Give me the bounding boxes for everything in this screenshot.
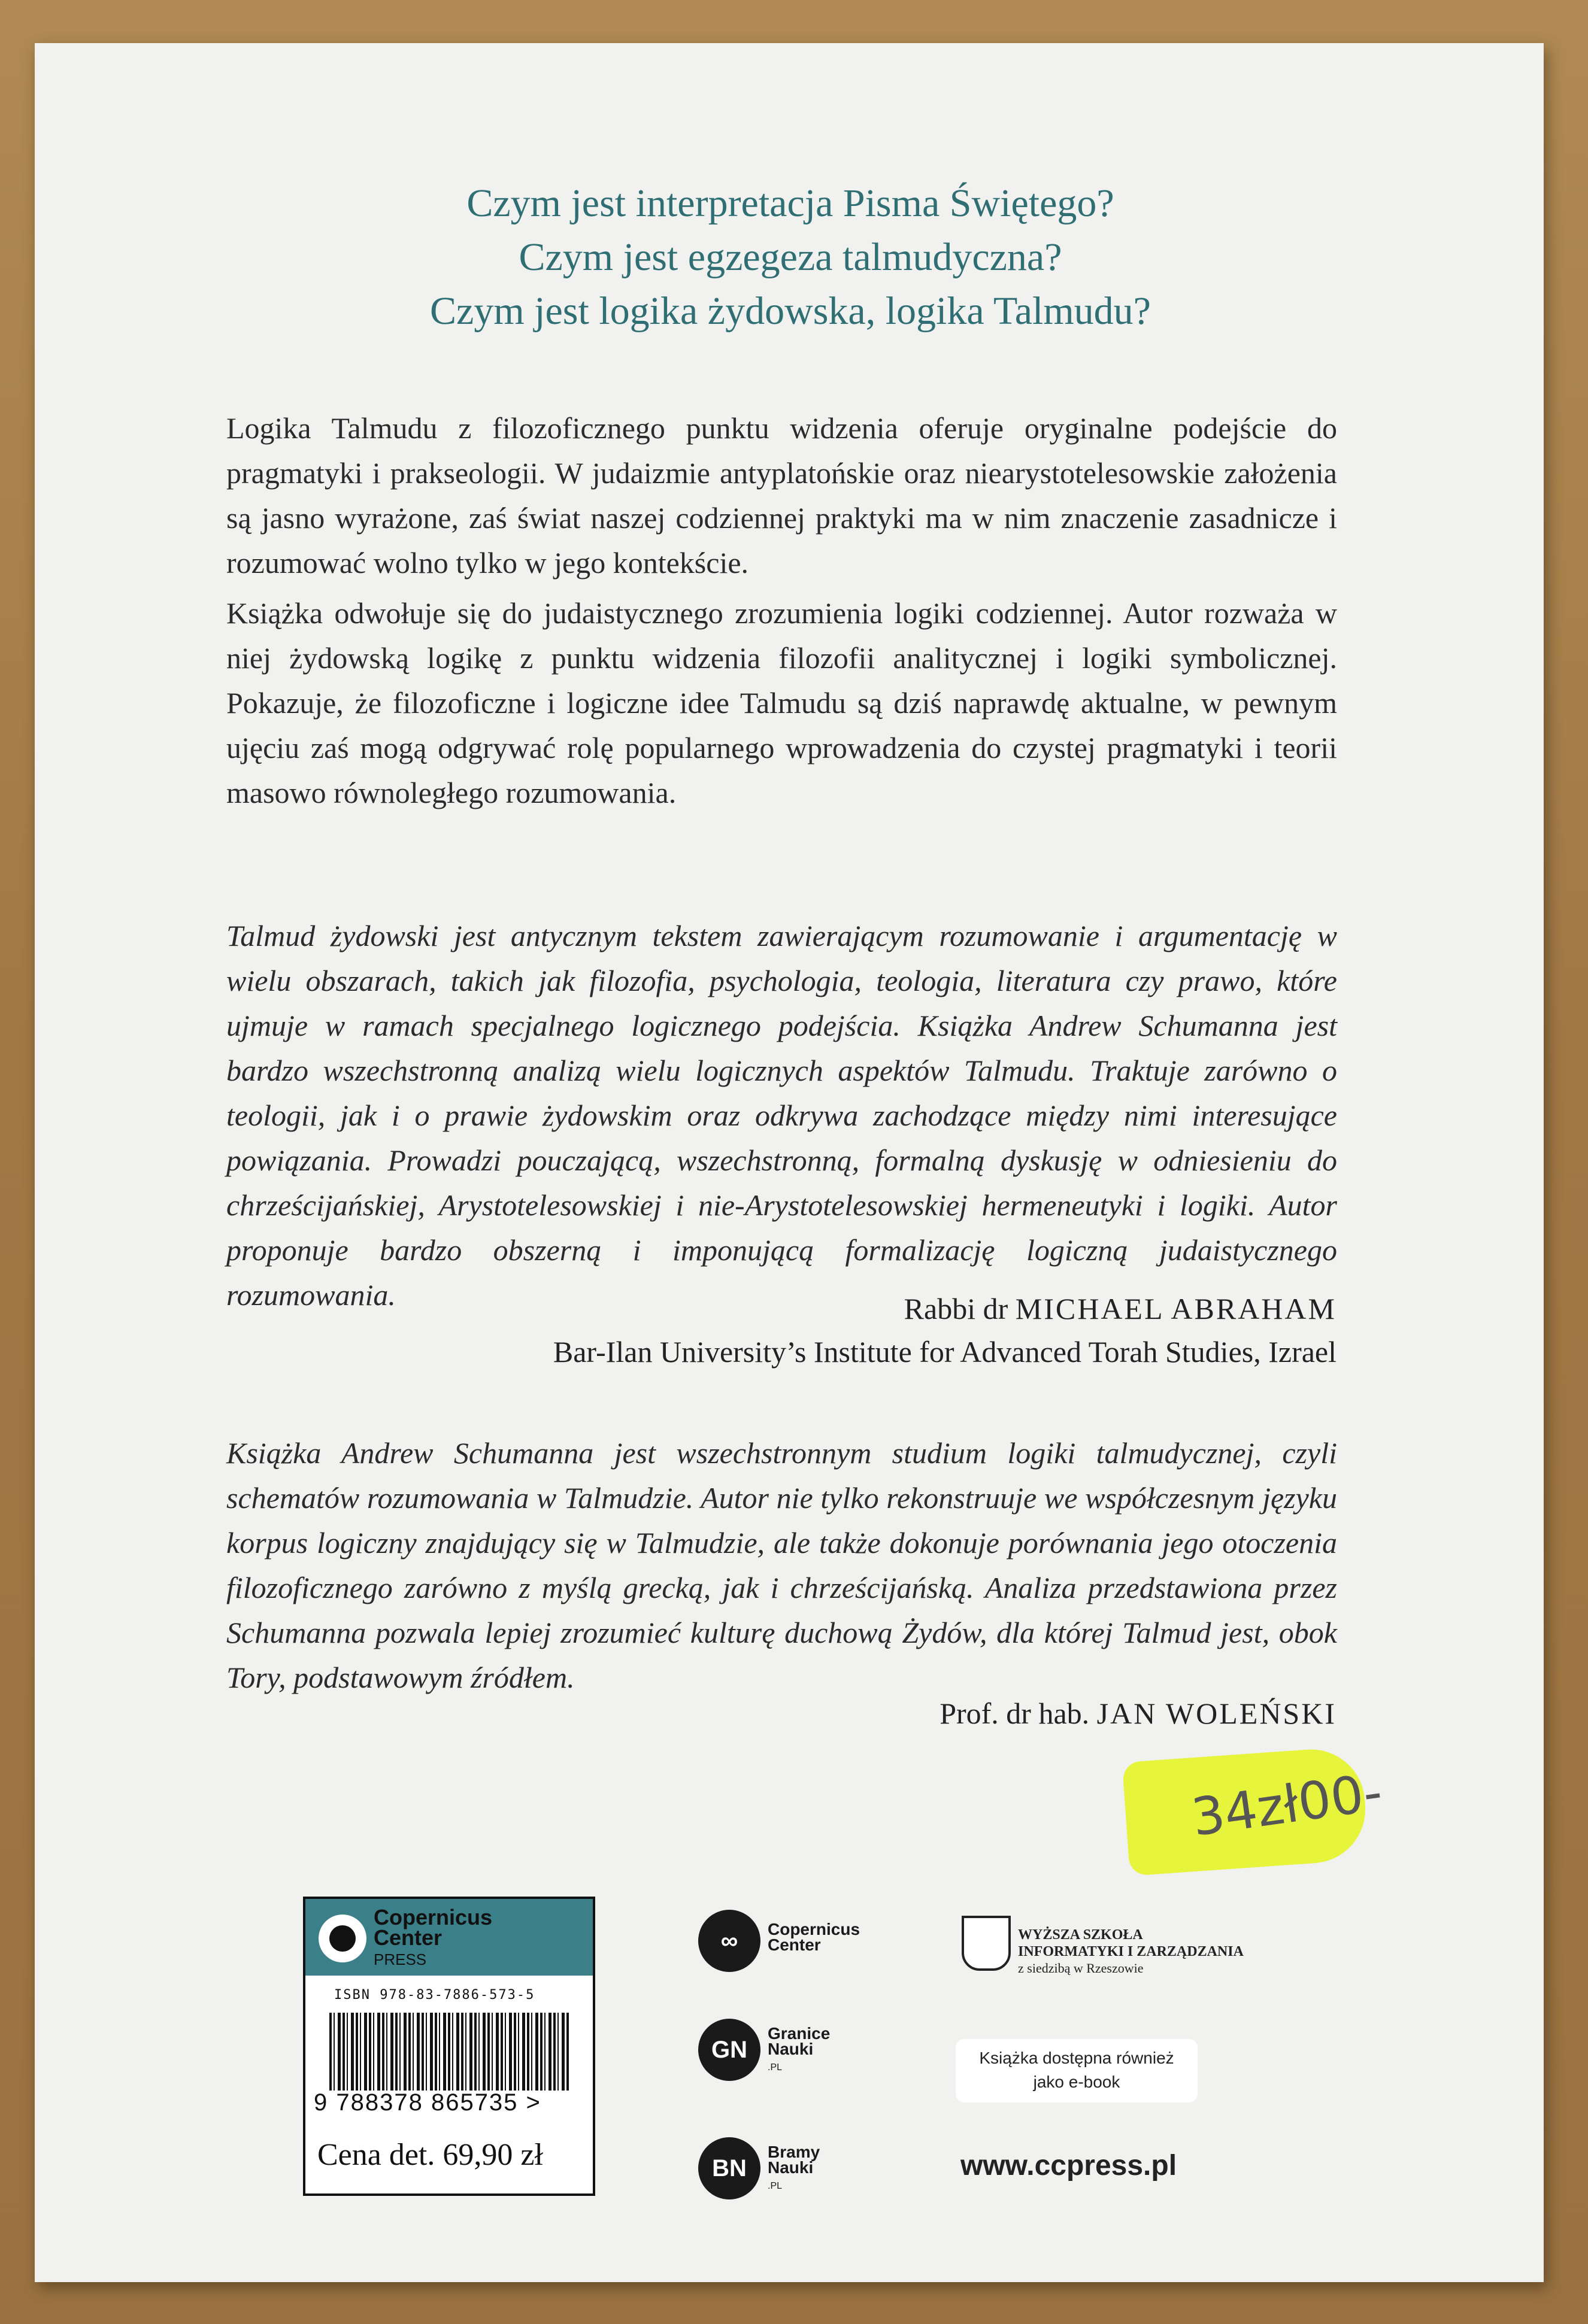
review-1-text: Talmud żydowski jest antycznym tekstem zawierającym rozumowanie i argumentację w wielu obszarach, takich jak filozofia, psychologia, teologia, literatura czy prawo, które ujmuje w ramach specjalnego logicznego podejścia. Książka Andrew Schumanna jest bardzo wszechstronną analizą wielu logicznych aspektów Talmudu. Traktuje zarówno o teologii, jak i o prawie żydowskim oraz odkrywa zachodzące między nimi interesujące powiązania. Prowadzi pouczającą, wszechstronną, formalną dyskusję w odniesieniu do chrześcijańskiej, Arystotelesowskiej i nie-Arystotelesowskiej hermeneutyki i logiki. Autor proponuje bardzo obszerną i imponującą formalizację logiczną judaistycznego rozumowania. [226,919,1337,1312]
bramy-line-1: Bramy [768,2143,820,2161]
question-2: Czym jest egzegeza talmudyczna? [519,235,1062,279]
retail-price: Cena det. 69,90 zł [317,2138,543,2172]
wsiz-line-1: WYŻSZA SZKOŁA [1018,1927,1143,1943]
ebook-notice [956,2039,1198,2102]
barcode-digits: 9 788378 865735 > [314,2089,541,2116]
publisher-url: www.ccpress.pl [960,2150,1177,2182]
price-sticker-text: 34zł00- [1188,1762,1386,1848]
review-2-title: Prof. dr hab. [940,1697,1090,1730]
blurb-paragraph-1: Logika Talmudu z filozoficznego punktu widzenia oferuje oryginalne podejście do pragmatyki i prakseologii. W judaizmie antyplatońskie oraz niearystotelesowskie założenia są jasno wyrażone, zaś świat naszej codziennej praktyki ma w nim znaczenie zasadnicze i rozumować wolno tylko w jego kontekście. [226,411,1337,580]
granice-line-3: .PL [768,2062,783,2073]
bramy-nauki-logo-text [768,2144,820,2194]
wsiz-line-3: z siedzibą w Rzeszowie [1018,1961,1144,1976]
review-1-title: Rabbi dr [904,1292,1008,1325]
review-2-text: Książka Andrew Schumanna jest wszechstronnym studium logiki talmudycznej, czyli schematów rozumowania w Talmudzie. Autor nie tylko rekonstruuje we współczesnym języku korpus logiczny znajdujący się w Talmudzie, ale także dokonuje porównania jego otoczenia filozoficznego zarówno z myślą grecką, jak i chrześcijańską. Analiza przedstawiona przez Schumanna pozwala lepiej zrozumieć kulturę duchową Żydów, dla której Talmud jest, obok Tory, podstawowym źródłem. [226,1436,1337,1694]
publisher-name-line-1: Copernicus [374,1905,493,1929]
publisher-name [374,1907,492,1948]
copernicus-center-logo-text [768,1922,860,1953]
granice-nauki-logo-text [768,2026,830,2076]
copernicus-center-logo-icon: ∞ [698,1910,760,1972]
bramy-line-3: .PL [768,2181,783,2191]
review-1-name: MICHAEL ABRAHAM [1015,1292,1337,1325]
publisher-press: PRESS [374,1950,427,1968]
wsiz-line-2: INFORMATYKI I ZARZĄDZANIA [1018,1944,1244,1959]
granice-nauki-logo-icon: GN [698,2019,760,2081]
publisher-box [303,1897,595,2196]
review-1-affiliation: Bar-Ilan University’s Institute for Advanced Torah Studies, Izrael [553,1335,1337,1369]
publisher-name-line-2: Center [374,1925,443,1950]
publisher-header [305,1899,593,1976]
bramy-nauki-logo-icon: BN [698,2137,760,2199]
copernicus-line-1: Copernicus [768,1920,860,1938]
wsiz-logo-text [1018,1926,1244,1977]
barcode-icon [329,2013,569,2091]
blurb-paragraph-2: Książka odwołuje się do judaistycznego zrozumienia logiki codziennej. Autor rozważa w niej żydowską logikę z punktu widzenia filozofii analitycznej i logiki symbolicznej. Pokazuje, że filozoficzne i logiczne idee Talmudu są dziś naprawdę aktualne, w pewnym ujęciu zaś mogą odgrywać rolę popularnego wprowadzenia do czystej pragmatyki i teorii masowo równoległego rozumowania. [226,596,1337,809]
wsiz-crest-icon [962,1916,1011,1971]
bramy-line-2: Nauki [768,2158,814,2177]
copernicus-logo-icon [319,1915,366,1962]
review-1-author [904,1287,1337,1330]
ebook-line-1: Książka dostępna również [979,2049,1174,2067]
question-3: Czym jest logika żydowska, logika Talmudu? [430,289,1151,333]
review-2-author [940,1692,1337,1735]
granice-line-2: Nauki [768,2040,814,2058]
price-sticker [1122,1746,1386,1876]
granice-line-1: Granice [768,2024,831,2043]
ebook-line-2: jako e-book [1033,2073,1120,2091]
isbn: ISBN 978-83-7886-573-5 [334,1988,535,2003]
review-2-name: JAN WOLEŃSKI [1096,1697,1337,1730]
copernicus-line-2: Center [768,1935,821,1954]
question-1: Czym jest interpretacja Pisma Świętego? [466,181,1114,225]
